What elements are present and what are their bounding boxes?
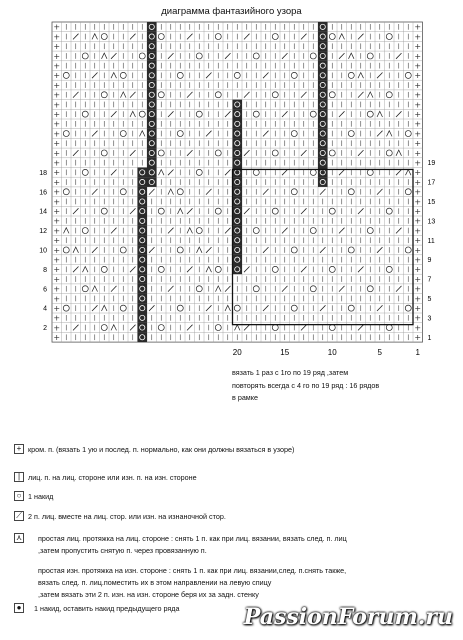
filled-yarnover-cell (233, 226, 243, 236)
svg-text:+: + (53, 323, 61, 333)
svg-text:+: + (414, 177, 422, 187)
svg-text:+: + (414, 100, 422, 110)
svg-text:+: + (53, 187, 61, 197)
filled-yarnover-cell (138, 197, 148, 207)
svg-text:+: + (53, 303, 61, 313)
filled-yarnover-cell (233, 119, 243, 129)
filled-yarnover-cell (318, 41, 328, 51)
filled-yarnover-cell (233, 138, 243, 148)
filled-yarnover-cell (233, 158, 243, 168)
legend-line: вязать след. п. лиц.поместить их в этом направлении на левую спицу (38, 578, 272, 587)
row-number-right: 15 (427, 198, 436, 206)
filled-yarnover-cell (233, 197, 243, 207)
svg-text:+: + (414, 80, 422, 90)
filled-yarnover-cell (233, 216, 243, 226)
legend-text: лиц. п. на лиц. стороне или изн. п. на изн. стороне (28, 473, 197, 482)
svg-text:+: + (414, 197, 422, 207)
svg-text:+: + (53, 245, 61, 255)
note-line-1: вязать 1 раз с 1го по 19 ряд ,затем (232, 368, 349, 377)
filled-yarnover-cell (138, 177, 148, 187)
row-number-left: 16 (39, 189, 47, 197)
row-number-left: 4 (43, 305, 47, 313)
row-number-right: 13 (427, 218, 436, 226)
svg-text:+: + (53, 255, 61, 265)
plus-box-icon: + (14, 444, 24, 454)
svg-text:+: + (53, 71, 61, 81)
svg-text:+: + (53, 333, 61, 343)
svg-text:+: + (414, 139, 422, 149)
note-line-3: в рамке (232, 393, 258, 402)
filled-yarnover-cell (318, 119, 328, 129)
filled-yarnover-cell (318, 100, 328, 110)
filled-yarnover-cell (138, 206, 148, 216)
legend-line: ,затем пропустить снятую п. через провязанную п. (38, 546, 207, 555)
svg-text:+: + (53, 51, 61, 61)
svg-text:+: + (414, 323, 422, 333)
svg-text:+: + (53, 22, 61, 32)
filled-yarnover-cell (147, 158, 157, 168)
svg-text:+: + (414, 90, 422, 100)
svg-text:+: + (414, 148, 422, 158)
filled-yarnover-cell (233, 148, 243, 158)
svg-text:+: + (53, 100, 61, 110)
row-number-right: 5 (427, 295, 432, 303)
filled-yarnover-cell (138, 245, 148, 255)
row-number-right: 1 (427, 334, 432, 342)
column-number: 20 (232, 348, 242, 358)
filled-yarnover-cell (318, 148, 328, 158)
row-number-right: 7 (427, 276, 432, 284)
filled-yarnover-cell (233, 255, 243, 265)
filled-yarnover-cell (138, 284, 148, 294)
slash-icon: ⟋ (14, 511, 24, 521)
filled-yarnover-cell (233, 206, 243, 216)
svg-text:+: + (414, 284, 422, 294)
filled-yarnover-cell (147, 100, 157, 110)
filled-yarnover-cell (233, 245, 243, 255)
svg-text:+: + (53, 274, 61, 284)
filled-yarnover-cell (138, 323, 148, 333)
row-number-right: 17 (427, 179, 436, 187)
filled-yarnover-cell (138, 216, 148, 226)
filled-yarnover-cell (318, 90, 328, 100)
filled-yarnover-cell (147, 138, 157, 148)
row-number-left: 10 (39, 247, 47, 255)
filled-yarnover-cell (138, 303, 148, 313)
svg-text:+: + (414, 236, 422, 246)
svg-text:+: + (414, 119, 422, 129)
row-number-left: 18 (39, 169, 47, 177)
row-number-left: 6 (43, 286, 47, 294)
svg-text:+: + (53, 129, 61, 139)
svg-text:+: + (414, 187, 422, 197)
row-number-left: 8 (43, 266, 47, 274)
svg-text:+: + (414, 255, 422, 265)
watermark-logo: PassionForum.ru (243, 604, 453, 630)
svg-text:+: + (414, 313, 422, 323)
svg-text:+: + (53, 32, 61, 42)
filled-yarnover-cell (318, 138, 328, 148)
filled-yarnover-cell (233, 109, 243, 119)
filled-yarnover-cell (233, 129, 243, 139)
svg-text:+: + (414, 206, 422, 216)
legend-line: простая изн. протяжка на изн. стороне : снять 1 п. как при лиц. вязании,след. п.снять также, (38, 566, 347, 575)
svg-text:+: + (414, 51, 422, 61)
svg-text:+: + (53, 177, 61, 187)
legend-line: ,затем вязать эти 2 п. изн. на изн. стороне беря их за задн. стенку (38, 590, 259, 599)
svg-text:+: + (53, 313, 61, 323)
svg-text:+: + (414, 245, 422, 255)
svg-text:+: + (414, 265, 422, 275)
row-number-left: 2 (43, 325, 47, 333)
filled-yarnover-cell (233, 235, 243, 245)
filled-yarnover-cell (138, 265, 148, 275)
filled-yarnover-cell (233, 187, 243, 197)
column-number: 1 (415, 348, 420, 358)
filled-yarnover-cell (318, 158, 328, 168)
svg-text:+: + (414, 168, 422, 178)
vertical-line-icon: | (14, 472, 24, 482)
svg-text:+: + (414, 158, 422, 168)
column-number: 15 (280, 348, 290, 358)
svg-text:+: + (53, 109, 61, 119)
row-number-right: 11 (427, 237, 435, 245)
row-number-right: 3 (427, 315, 432, 323)
svg-text:+: + (53, 216, 61, 226)
filled-yarnover-cell (147, 148, 157, 158)
filled-yarnover-cell (138, 274, 148, 284)
svg-text:+: + (414, 71, 422, 81)
filled-yarnover-cell (138, 187, 148, 197)
filled-yarnover-cell (233, 177, 243, 187)
circle-icon: ○ (14, 491, 24, 501)
svg-text:+: + (53, 294, 61, 304)
svg-text:+: + (414, 333, 422, 343)
filled-yarnover-cell (138, 235, 148, 245)
filled-yarnover-cell (147, 80, 157, 90)
filled-yarnover-icon: ● (14, 603, 24, 613)
legend-text: 2 п. лиц. вместе на лиц. стор. или изн. на изнаночной стор. (28, 512, 226, 521)
svg-text:+: + (414, 129, 422, 139)
svg-text:+: + (53, 42, 61, 52)
row-number-left: 14 (39, 208, 47, 216)
svg-text:+: + (414, 109, 422, 119)
filled-yarnover-cell (138, 313, 148, 323)
svg-text:+: + (414, 216, 422, 226)
filled-yarnover-cell (147, 168, 157, 178)
filled-yarnover-cell (138, 168, 148, 178)
row-number-right: 19 (427, 160, 436, 168)
svg-text:+: + (53, 80, 61, 90)
svg-text:+: + (414, 22, 422, 32)
svg-text:+: + (53, 168, 61, 178)
filled-yarnover-cell (147, 32, 157, 42)
filled-yarnover-cell (147, 22, 157, 32)
svg-text:+: + (414, 294, 422, 304)
svg-text:+: + (53, 119, 61, 129)
row-number-right: 9 (427, 257, 432, 265)
filled-yarnover-cell (147, 109, 157, 119)
filled-yarnover-cell (233, 265, 243, 275)
svg-text:+: + (53, 90, 61, 100)
svg-text:+: + (53, 206, 61, 216)
filled-yarnover-cell (147, 41, 157, 51)
svg-text:+: + (414, 226, 422, 236)
svg-text:+: + (53, 148, 61, 158)
svg-text:+: + (414, 42, 422, 52)
legend-text: 1 накид (28, 492, 54, 501)
filled-yarnover-cell (147, 51, 157, 61)
svg-text:+: + (414, 303, 422, 313)
svg-text:+: + (53, 158, 61, 168)
filled-yarnover-cell (318, 22, 328, 32)
filled-yarnover-cell (318, 129, 328, 139)
filled-yarnover-cell (147, 71, 157, 81)
filled-yarnover-cell (318, 80, 328, 90)
legend-text: кром. п. (вязать 1 ую и послед. п. нормально, как они должны вязаться в узоре) (28, 445, 295, 454)
filled-yarnover-cell (318, 71, 328, 81)
filled-yarnover-cell (318, 51, 328, 61)
legend-line: простая лиц. протяжка на лиц. стороне : снять 1 п. как при лиц. вязании, вязать след. п. лиц (38, 534, 347, 543)
svg-text:+: + (53, 139, 61, 149)
filled-yarnover-cell (138, 226, 148, 236)
filled-yarnover-cell (138, 294, 148, 304)
filled-yarnover-cell (318, 177, 328, 187)
row-number-left: 12 (39, 228, 47, 236)
filled-yarnover-cell (147, 119, 157, 129)
filled-yarnover-cell (147, 177, 157, 187)
svg-text:+: + (414, 61, 422, 71)
svg-text:+: + (53, 226, 61, 236)
filled-yarnover-cell (318, 61, 328, 71)
column-number: 5 (377, 348, 382, 358)
svg-text:+: + (53, 236, 61, 246)
svg-text:+: + (53, 197, 61, 207)
svg-text:+: + (53, 265, 61, 275)
svg-text:+: + (53, 284, 61, 294)
note-line-2: повторять всегда с 4 го по 19 ряд : 16 рядов (232, 380, 380, 390)
column-number: 10 (327, 348, 337, 358)
chart-note (232, 367, 457, 405)
svg-text:+: + (414, 274, 422, 284)
filled-yarnover-cell (318, 32, 328, 42)
double-decrease-icon: ⋏ (14, 533, 24, 543)
filled-yarnover-cell (138, 332, 148, 342)
page-title: диаграмма фантазийного узора (161, 6, 302, 17)
filled-yarnover-cell (233, 100, 243, 110)
filled-yarnover-cell (147, 61, 157, 71)
chart-grid (52, 22, 423, 342)
filled-yarnover-cell (147, 90, 157, 100)
filled-yarnover-cell (147, 129, 157, 139)
filled-yarnover-cell (318, 109, 328, 119)
svg-text:+: + (53, 61, 61, 71)
svg-text:+: + (414, 32, 422, 42)
filled-yarnover-cell (138, 255, 148, 265)
legend-text: 1 накид, оставить накид предыдущего ряда (34, 604, 180, 613)
